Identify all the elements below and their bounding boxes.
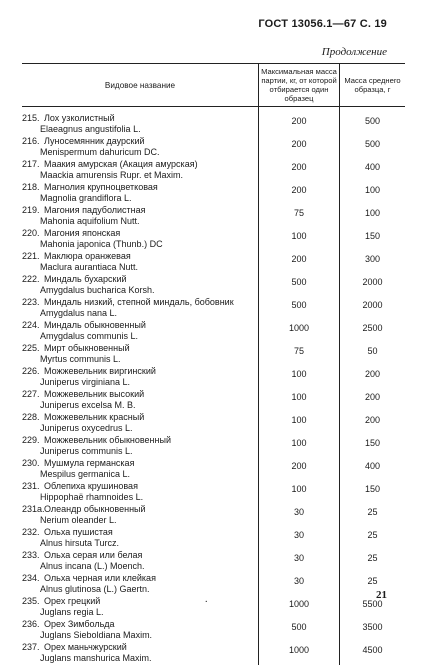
species-cell bbox=[22, 435, 259, 458]
entry-number: 218. bbox=[22, 182, 44, 193]
max-mass-value: 100 bbox=[259, 412, 339, 426]
latin-name: Mespilus germanica L. bbox=[22, 469, 258, 480]
max-mass-value: 100 bbox=[259, 366, 339, 380]
species-name bbox=[22, 274, 258, 285]
russian-name: Луносемянник даурский bbox=[44, 136, 145, 146]
russian-name: Магнолия крупноцветковая bbox=[44, 182, 158, 192]
species-name bbox=[22, 642, 258, 653]
max-mass-cell bbox=[259, 159, 340, 182]
russian-name: Олеандр обыкновенный bbox=[44, 504, 146, 514]
table-row bbox=[22, 412, 405, 435]
species-cell bbox=[22, 297, 259, 320]
max-mass-cell bbox=[259, 550, 340, 573]
species-name bbox=[22, 596, 258, 607]
species-cell bbox=[22, 550, 259, 573]
table-row bbox=[22, 343, 405, 366]
latin-name: Magnolia grandiflora L. bbox=[22, 193, 258, 204]
species-name bbox=[22, 412, 258, 423]
sample-mass-value: 25 bbox=[340, 527, 405, 541]
max-mass-cell bbox=[259, 366, 340, 389]
entry-number: 229. bbox=[22, 435, 44, 446]
species-table bbox=[22, 63, 405, 665]
max-mass-cell bbox=[259, 458, 340, 481]
latin-name: Juglans Sieboldiana Maxim. bbox=[22, 630, 258, 641]
max-mass-cell bbox=[259, 320, 340, 343]
sample-mass-value: 25 bbox=[340, 550, 405, 564]
species-name bbox=[22, 481, 258, 492]
table-row bbox=[22, 435, 405, 458]
table-row bbox=[22, 366, 405, 389]
max-mass-value: 30 bbox=[259, 527, 339, 541]
species-name bbox=[22, 527, 258, 538]
table-row bbox=[22, 205, 405, 228]
footer-mark: . bbox=[205, 594, 208, 605]
sample-mass-cell bbox=[340, 550, 406, 573]
table-body bbox=[22, 107, 405, 665]
max-mass-cell bbox=[259, 481, 340, 504]
max-mass-value: 1000 bbox=[259, 596, 339, 610]
sample-mass-cell bbox=[340, 412, 406, 435]
russian-name: Орех грецкий bbox=[44, 596, 100, 606]
russian-name: Ольха черная или клейкая bbox=[44, 573, 156, 583]
entry-number: 231а. bbox=[22, 504, 44, 515]
sample-mass-value: 25 bbox=[340, 573, 405, 587]
russian-name: Лох узколистный bbox=[44, 113, 115, 123]
species-cell bbox=[22, 320, 259, 343]
sample-mass-cell bbox=[340, 527, 406, 550]
max-mass-value: 75 bbox=[259, 343, 339, 357]
russian-name: Магония японская bbox=[44, 228, 120, 238]
latin-name: Juniperus oxycedrus L. bbox=[22, 423, 258, 434]
species-cell bbox=[22, 596, 259, 619]
latin-name: Amygdalus nana L. bbox=[22, 308, 258, 319]
sample-mass-value: 2000 bbox=[340, 297, 405, 311]
max-mass-cell bbox=[259, 228, 340, 251]
species-name bbox=[22, 228, 258, 239]
table-row bbox=[22, 573, 405, 596]
russian-name: Ольха серая или белая bbox=[44, 550, 142, 560]
species-cell bbox=[22, 504, 259, 527]
sample-mass-value: 2000 bbox=[340, 274, 405, 288]
species-name bbox=[22, 366, 258, 377]
max-mass-value: 75 bbox=[259, 205, 339, 219]
max-mass-cell bbox=[259, 412, 340, 435]
sample-mass-value: 400 bbox=[340, 458, 405, 472]
species-cell bbox=[22, 343, 259, 366]
table-header-row bbox=[22, 64, 405, 107]
russian-name: Миндаль бухарский bbox=[44, 274, 127, 284]
max-mass-value: 200 bbox=[259, 458, 339, 472]
max-mass-cell bbox=[259, 435, 340, 458]
russian-name: Облепиха крушиновая bbox=[44, 481, 138, 491]
latin-name: Juniperus communis L. bbox=[22, 446, 258, 457]
entry-number: 233. bbox=[22, 550, 44, 561]
max-mass-cell bbox=[259, 251, 340, 274]
species-cell bbox=[22, 366, 259, 389]
max-mass-cell bbox=[259, 274, 340, 297]
sample-mass-cell bbox=[340, 320, 406, 343]
russian-name: Ольха пушистая bbox=[44, 527, 113, 537]
sample-mass-value: 4500 bbox=[340, 642, 405, 656]
column-header-sample-mass: Масса среднего образца, г bbox=[340, 64, 406, 107]
species-cell bbox=[22, 412, 259, 435]
sample-mass-value: 5500 bbox=[340, 596, 405, 610]
entry-number: 217. bbox=[22, 159, 44, 170]
page-number: 21 bbox=[376, 589, 387, 601]
latin-name: Alnus incana (L.) Moench. bbox=[22, 561, 258, 572]
russian-name: Мирт обыкновенный bbox=[44, 343, 130, 353]
species-name bbox=[22, 389, 258, 400]
table-row bbox=[22, 389, 405, 412]
table-row bbox=[22, 481, 405, 504]
entry-number: 220. bbox=[22, 228, 44, 239]
max-mass-value: 200 bbox=[259, 113, 339, 127]
latin-name: Amygdalus bucharica Korsh. bbox=[22, 285, 258, 296]
sample-mass-value: 200 bbox=[340, 366, 405, 380]
species-name bbox=[22, 297, 258, 308]
entry-number: 223. bbox=[22, 297, 44, 308]
sample-mass-cell bbox=[340, 504, 406, 527]
species-cell bbox=[22, 182, 259, 205]
species-name bbox=[22, 182, 258, 193]
latin-name: Juglans regia L. bbox=[22, 607, 258, 618]
sample-mass-cell bbox=[340, 251, 406, 274]
sample-mass-cell bbox=[340, 458, 406, 481]
russian-name: Миндаль низкий, степной миндаль, бобовник bbox=[44, 297, 234, 307]
latin-name: Maackia amurensis Rupr. et Maxim. bbox=[22, 170, 258, 181]
max-mass-cell bbox=[259, 642, 340, 665]
sample-mass-cell bbox=[340, 366, 406, 389]
russian-name: Маакия амурская (Акация амурская) bbox=[44, 159, 198, 169]
species-cell bbox=[22, 274, 259, 297]
russian-name: Можжевельник обыкновенный bbox=[44, 435, 171, 445]
entry-number: 236. bbox=[22, 619, 44, 630]
max-mass-cell bbox=[259, 527, 340, 550]
latin-name: Myrtus communis L. bbox=[22, 354, 258, 365]
entry-number: 225. bbox=[22, 343, 44, 354]
latin-name: Juniperus virginiana L. bbox=[22, 377, 258, 388]
max-mass-cell bbox=[259, 504, 340, 527]
table-row bbox=[22, 527, 405, 550]
sample-mass-value: 400 bbox=[340, 159, 405, 173]
species-name bbox=[22, 159, 258, 170]
latin-name: Alnus hirsuta Turcz. bbox=[22, 538, 258, 549]
max-mass-value: 100 bbox=[259, 481, 339, 495]
sample-mass-value: 100 bbox=[340, 205, 405, 219]
russian-name: Можжевельник красный bbox=[44, 412, 144, 422]
species-cell bbox=[22, 458, 259, 481]
table-row bbox=[22, 297, 405, 320]
species-cell bbox=[22, 527, 259, 550]
species-cell bbox=[22, 251, 259, 274]
max-mass-value: 200 bbox=[259, 251, 339, 265]
max-mass-value: 1000 bbox=[259, 320, 339, 334]
species-name bbox=[22, 205, 258, 216]
max-mass-cell bbox=[259, 205, 340, 228]
latin-name: Amygdalus communis L. bbox=[22, 331, 258, 342]
max-mass-value: 100 bbox=[259, 228, 339, 242]
entry-number: 219. bbox=[22, 205, 44, 216]
latin-name: Juglans manshurica Maxim. bbox=[22, 653, 258, 664]
sample-mass-cell bbox=[340, 573, 406, 596]
max-mass-cell bbox=[259, 136, 340, 159]
sample-mass-value: 150 bbox=[340, 435, 405, 449]
max-mass-cell bbox=[259, 596, 340, 619]
entry-number: 230. bbox=[22, 458, 44, 469]
sample-mass-cell bbox=[340, 136, 406, 159]
entry-number: 237. bbox=[22, 642, 44, 653]
entry-number: 232. bbox=[22, 527, 44, 538]
species-name bbox=[22, 320, 258, 331]
sample-mass-value: 3500 bbox=[340, 619, 405, 633]
table-row bbox=[22, 107, 405, 137]
latin-name: Alnus glutinosa (L.) Gaertn. bbox=[22, 584, 258, 595]
species-name bbox=[22, 136, 258, 147]
table-row bbox=[22, 136, 405, 159]
table-row bbox=[22, 458, 405, 481]
species-cell bbox=[22, 107, 259, 137]
sample-mass-value: 100 bbox=[340, 182, 405, 196]
sample-mass-cell bbox=[340, 159, 406, 182]
max-mass-value: 500 bbox=[259, 297, 339, 311]
table-row bbox=[22, 504, 405, 527]
latin-name: Menispermum dahuricum DC. bbox=[22, 147, 258, 158]
entry-number: 231. bbox=[22, 481, 44, 492]
sample-mass-cell bbox=[340, 642, 406, 665]
sample-mass-cell bbox=[340, 205, 406, 228]
max-mass-value: 200 bbox=[259, 136, 339, 150]
sample-mass-value: 300 bbox=[340, 251, 405, 265]
sample-mass-value: 500 bbox=[340, 113, 405, 127]
continuation-label: Продолжение bbox=[322, 46, 387, 58]
species-name bbox=[22, 435, 258, 446]
entry-number: 227. bbox=[22, 389, 44, 400]
sample-mass-cell bbox=[340, 182, 406, 205]
russian-name: Можжевельник виргинский bbox=[44, 366, 156, 376]
sample-mass-cell bbox=[340, 297, 406, 320]
entry-number: 228. bbox=[22, 412, 44, 423]
species-name bbox=[22, 113, 258, 124]
species-name bbox=[22, 504, 258, 515]
sample-mass-value: 50 bbox=[340, 343, 405, 357]
max-mass-cell bbox=[259, 573, 340, 596]
latin-name: Elaeagnus angustifolia L. bbox=[22, 124, 258, 135]
sample-mass-cell bbox=[340, 274, 406, 297]
species-cell bbox=[22, 389, 259, 412]
sample-mass-cell bbox=[340, 228, 406, 251]
entry-number: 235. bbox=[22, 596, 44, 607]
species-name bbox=[22, 251, 258, 262]
max-mass-cell bbox=[259, 297, 340, 320]
russian-name: Можжевельник высокий bbox=[44, 389, 144, 399]
sample-mass-value: 200 bbox=[340, 412, 405, 426]
sample-mass-cell bbox=[340, 596, 406, 619]
species-cell bbox=[22, 573, 259, 596]
max-mass-cell bbox=[259, 107, 340, 137]
table-row bbox=[22, 182, 405, 205]
russian-name: Мушмула германская bbox=[44, 458, 134, 468]
sample-mass-value: 150 bbox=[340, 481, 405, 495]
column-header-max-mass: Максимальная масса партии, кг, от которой отбирается один образец bbox=[259, 64, 340, 107]
latin-name: Maclura aurantiaca Nutt. bbox=[22, 262, 258, 273]
entry-number: 224. bbox=[22, 320, 44, 331]
column-header-species: Видовое название bbox=[22, 64, 259, 107]
species-cell bbox=[22, 481, 259, 504]
table-row bbox=[22, 274, 405, 297]
page-header: ГОСТ 13056.1—67 С. 19 bbox=[258, 18, 387, 30]
species-cell bbox=[22, 228, 259, 251]
species-name bbox=[22, 550, 258, 561]
max-mass-cell bbox=[259, 343, 340, 366]
russian-name: Миндаль обыкновенный bbox=[44, 320, 146, 330]
species-name bbox=[22, 573, 258, 584]
sample-mass-cell bbox=[340, 343, 406, 366]
species-name bbox=[22, 343, 258, 354]
table-row bbox=[22, 596, 405, 619]
max-mass-value: 30 bbox=[259, 504, 339, 518]
russian-name: Магония падуболистная bbox=[44, 205, 146, 215]
russian-name: Орех маньчжурский bbox=[44, 642, 127, 652]
max-mass-value: 200 bbox=[259, 159, 339, 173]
sample-mass-value: 25 bbox=[340, 504, 405, 518]
table-row bbox=[22, 228, 405, 251]
sample-mass-value: 2500 bbox=[340, 320, 405, 334]
latin-name: Hippophaë rhamnoides L. bbox=[22, 492, 258, 503]
max-mass-value: 100 bbox=[259, 389, 339, 403]
entry-number: 226. bbox=[22, 366, 44, 377]
latin-name: Nerium oleander L. bbox=[22, 515, 258, 526]
species-name bbox=[22, 619, 258, 630]
latin-name: Juniperus excelsa M. B. bbox=[22, 400, 258, 411]
russian-name: Орех Зимбольда bbox=[44, 619, 115, 629]
species-cell bbox=[22, 205, 259, 228]
table-row bbox=[22, 320, 405, 343]
latin-name: Mahonia japonica (Thunb.) DC bbox=[22, 239, 258, 250]
entry-number: 234. bbox=[22, 573, 44, 584]
species-cell bbox=[22, 136, 259, 159]
max-mass-value: 30 bbox=[259, 550, 339, 564]
table-row bbox=[22, 159, 405, 182]
max-mass-value: 200 bbox=[259, 182, 339, 196]
russian-name: Маклюра оранжевая bbox=[44, 251, 131, 261]
sample-mass-cell bbox=[340, 107, 406, 137]
max-mass-value: 100 bbox=[259, 435, 339, 449]
table-row bbox=[22, 642, 405, 665]
max-mass-value: 500 bbox=[259, 274, 339, 288]
latin-name: Mahonia aquifolium Nutt. bbox=[22, 216, 258, 227]
entry-number: 215. bbox=[22, 113, 44, 124]
species-cell bbox=[22, 159, 259, 182]
sample-mass-value: 200 bbox=[340, 389, 405, 403]
sample-mass-cell bbox=[340, 481, 406, 504]
entry-number: 216. bbox=[22, 136, 44, 147]
max-mass-value: 30 bbox=[259, 573, 339, 587]
sample-mass-cell bbox=[340, 389, 406, 412]
max-mass-value: 500 bbox=[259, 619, 339, 633]
table-row bbox=[22, 251, 405, 274]
species-name bbox=[22, 458, 258, 469]
sample-mass-value: 150 bbox=[340, 228, 405, 242]
table-row bbox=[22, 550, 405, 573]
sample-mass-value: 500 bbox=[340, 136, 405, 150]
entry-number: 221. bbox=[22, 251, 44, 262]
entry-number: 222. bbox=[22, 274, 44, 285]
species-cell bbox=[22, 642, 259, 665]
max-mass-cell bbox=[259, 182, 340, 205]
max-mass-value: 1000 bbox=[259, 642, 339, 656]
max-mass-cell bbox=[259, 389, 340, 412]
sample-mass-cell bbox=[340, 435, 406, 458]
